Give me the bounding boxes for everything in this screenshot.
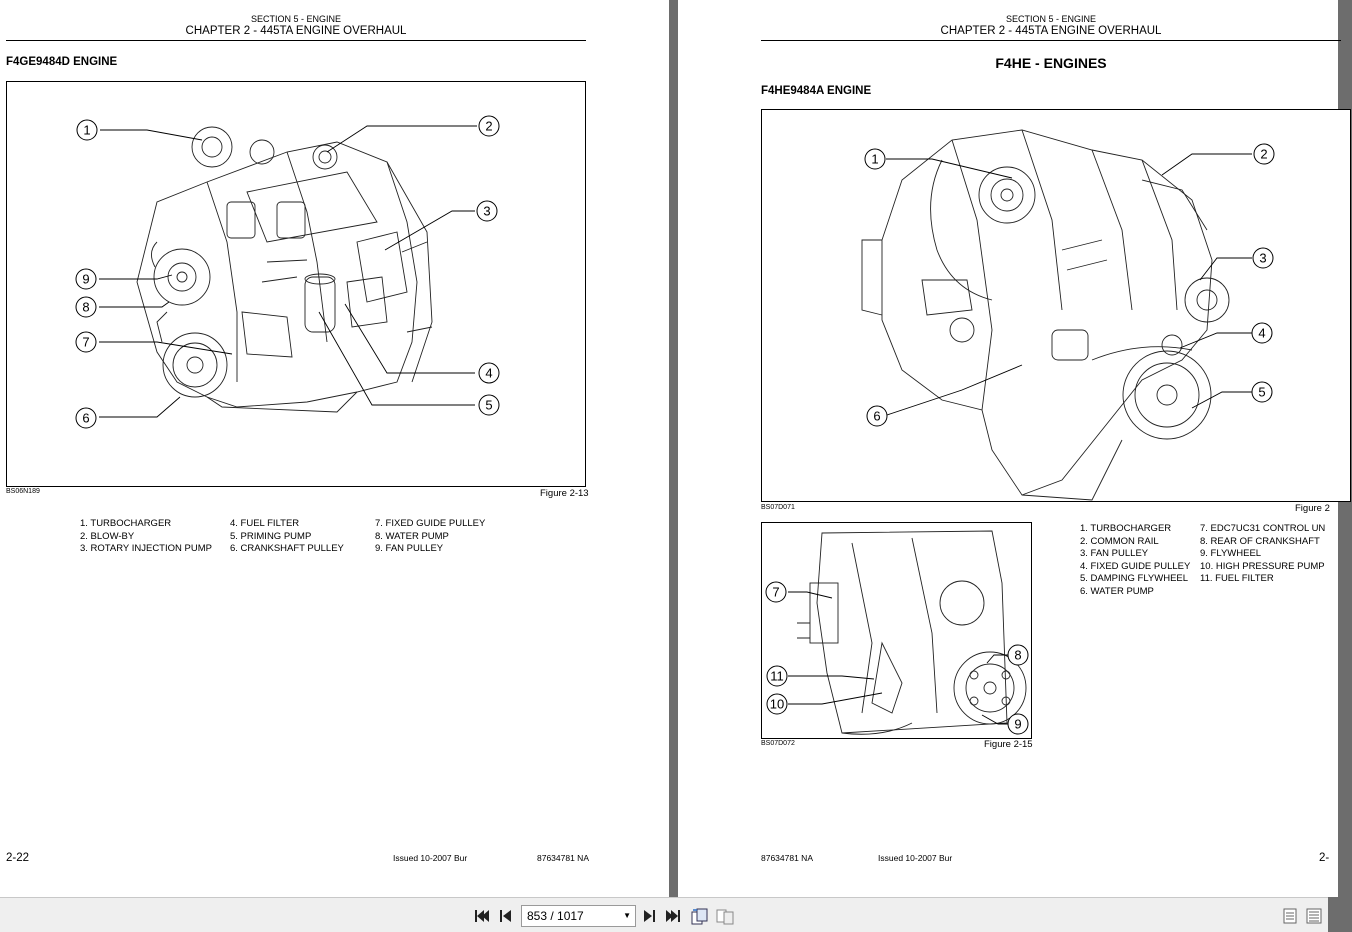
prev-page-icon <box>499 909 513 923</box>
svg-text:3: 3 <box>1259 250 1267 266</box>
last-page-icon <box>665 909 681 923</box>
legend-item: 2. BLOW-BY <box>80 530 135 542</box>
figure-legend <box>1080 523 1340 603</box>
legend-column-2 <box>230 518 344 556</box>
rotate-button[interactable] <box>689 905 711 927</box>
callout-8 <box>1008 645 1028 665</box>
figure-label: Figure 2-13 <box>540 488 589 499</box>
engine-illustration <box>7 82 587 488</box>
document-number: 87634781 NA <box>761 853 813 863</box>
legend-item: 11. FUEL FILTER <box>1200 573 1274 585</box>
callout-1 <box>77 120 97 140</box>
svg-text:1: 1 <box>871 151 879 167</box>
callout-3 <box>1253 248 1273 268</box>
svg-text:9: 9 <box>82 271 90 287</box>
section-header: SECTION 5 - ENGINE <box>1005 14 1096 24</box>
legend-column-2 <box>1200 523 1325 586</box>
figure-code: BS06N189 <box>6 488 40 495</box>
legend-item: 6. CRANKSHAFT PULLEY <box>230 543 344 555</box>
legend-item: 9. FLYWHEEL <box>1200 548 1262 560</box>
first-page-icon <box>474 909 490 923</box>
svg-text:4: 4 <box>1258 325 1266 341</box>
header-rule <box>761 40 1341 41</box>
callout-3 <box>477 201 497 221</box>
last-page-button[interactable] <box>662 905 684 927</box>
legend-item: 8. WATER PUMP <box>375 530 449 542</box>
chapter-header: CHAPTER 2 - 445TA ENGINE OVERHAUL <box>185 25 407 37</box>
next-page-button[interactable] <box>638 905 660 927</box>
callout-10 <box>767 694 787 714</box>
callout-2 <box>479 116 499 136</box>
chapter-header: CHAPTER 2 - 445TA ENGINE OVERHAUL <box>940 25 1162 37</box>
engine-figure-f4ge <box>6 81 586 487</box>
legend-item: 10. HIGH PRESSURE PUMP <box>1200 560 1325 572</box>
legend-item: 2. COMMON RAIL <box>1080 535 1159 547</box>
legend-item: 3. ROTARY INJECTION PUMP <box>80 543 212 555</box>
engine-heading: F4GE9484D ENGINE <box>6 56 118 68</box>
issued-date: Issued 10-2007 Bur <box>393 853 468 863</box>
first-page-button[interactable] <box>471 905 493 927</box>
page-number: 2-22 <box>6 852 30 864</box>
callout-6 <box>867 406 887 426</box>
previous-page-button[interactable] <box>495 905 517 927</box>
document-number: 87634781 NA <box>537 853 589 863</box>
figure-code: BS07D071 <box>761 504 795 511</box>
continuous-view-button[interactable] <box>1303 905 1325 927</box>
page-title: F4HE - ENGINES <box>995 55 1107 71</box>
callout-9 <box>76 269 96 289</box>
callout-11 <box>767 666 787 686</box>
svg-text:2: 2 <box>1260 146 1268 162</box>
engine-rear-illustration <box>762 523 1033 740</box>
dropdown-caret-icon[interactable]: ▼ <box>623 911 631 920</box>
callout-7 <box>76 332 96 352</box>
two-page-view-button[interactable] <box>714 905 736 927</box>
callout-4 <box>479 363 499 383</box>
left-page <box>0 0 669 897</box>
figure-legend <box>80 518 580 558</box>
svg-text:2: 2 <box>485 118 493 134</box>
continuous-view-icon <box>1306 908 1322 924</box>
legend-column-1 <box>80 518 212 556</box>
callout-1 <box>865 149 885 169</box>
callout-8 <box>76 297 96 317</box>
legend-item: 5. DAMPING FLYWHEEL <box>1080 573 1189 585</box>
svg-text:7: 7 <box>82 334 90 350</box>
viewer-toolbar <box>0 897 1328 932</box>
legend-item: 9. FAN PULLEY <box>375 543 444 555</box>
page-indicator: 853 / 1017 <box>527 909 584 923</box>
engine-figure-f4he <box>761 109 1351 502</box>
legend-item: 4. FUEL FILTER <box>230 518 300 529</box>
svg-text:1: 1 <box>83 122 91 138</box>
engine-illustration <box>762 110 1352 503</box>
issued-date: Issued 10-2007 Bur <box>878 853 953 863</box>
svg-text:5: 5 <box>1258 384 1266 400</box>
svg-text:6: 6 <box>873 408 881 424</box>
next-page-icon <box>642 909 656 923</box>
legend-item: 3. FAN PULLEY <box>1080 548 1149 560</box>
page-number-input[interactable] <box>521 905 636 927</box>
legend-item: 6. WATER PUMP <box>1080 585 1154 597</box>
engine-figure-rear <box>761 522 1032 739</box>
svg-text:9: 9 <box>1014 716 1022 732</box>
svg-text:7: 7 <box>772 584 780 600</box>
legend-item: 7. FIXED GUIDE PULLEY <box>375 518 486 529</box>
svg-text:10: 10 <box>769 696 785 712</box>
callout-9 <box>1008 714 1028 734</box>
svg-text:8: 8 <box>82 299 90 315</box>
header-rule <box>6 40 586 41</box>
callout-5 <box>479 395 499 415</box>
legend-item: 1. TURBOCHARGER <box>80 518 172 529</box>
legend-item: 1. TURBOCHARGER <box>1080 523 1172 534</box>
legend-item: 5. PRIMING PUMP <box>230 530 312 542</box>
svg-text:11: 11 <box>770 668 784 684</box>
svg-text:8: 8 <box>1014 647 1022 663</box>
callout-6 <box>76 408 96 428</box>
legend-column-1 <box>1080 523 1190 599</box>
svg-text:6: 6 <box>82 410 90 426</box>
callout-7 <box>766 582 786 602</box>
page-number: 2- <box>1319 852 1330 864</box>
figure-code: BS07D072 <box>761 740 795 747</box>
svg-text:5: 5 <box>485 397 493 413</box>
callout-5 <box>1252 382 1272 402</box>
rotate-icon <box>690 907 710 925</box>
single-page-view-icon <box>1283 908 1297 924</box>
engine-heading: F4HE9484A ENGINE <box>761 85 872 97</box>
legend-column-3 <box>375 518 485 556</box>
legend-item: 7. EDC7UC31 CONTROL UN <box>1200 523 1326 534</box>
figure-label: Figure 2-15 <box>984 739 1033 750</box>
legend-item: 8. REAR OF CRANKSHAFT <box>1200 535 1320 547</box>
callout-2 <box>1254 144 1274 164</box>
right-page <box>678 0 1338 897</box>
svg-text:4: 4 <box>485 365 493 381</box>
legend-item: 4. FIXED GUIDE PULLEY <box>1080 560 1191 572</box>
callout-4 <box>1252 323 1272 343</box>
section-header: SECTION 5 - ENGINE <box>250 14 341 24</box>
svg-text:3: 3 <box>483 203 491 219</box>
figure-label: Figure 2 <box>1295 503 1330 514</box>
two-page-icon <box>715 907 735 925</box>
single-page-view-button[interactable] <box>1279 905 1301 927</box>
